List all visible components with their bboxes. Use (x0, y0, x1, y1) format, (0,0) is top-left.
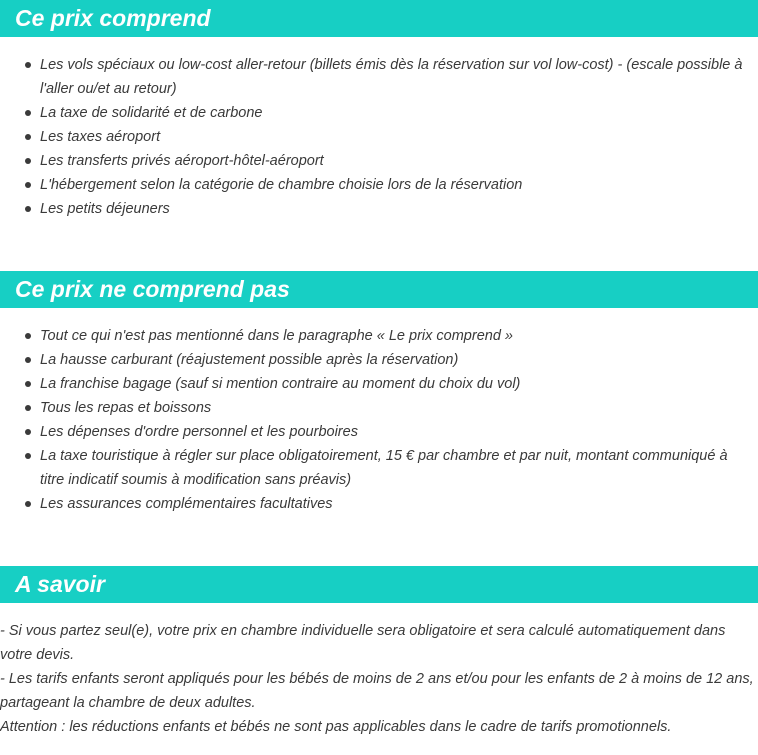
bullet-icon (25, 182, 31, 188)
included-section-title: Ce prix comprend (15, 5, 211, 31)
excluded-section-header (0, 271, 758, 308)
bullet-icon (25, 206, 31, 212)
bullet-icon (25, 405, 31, 411)
bullet-icon (25, 333, 31, 339)
info-notes (0, 619, 758, 739)
list-item: Tous les repas et boissons (0, 396, 758, 420)
list-item: La hausse carburant (réajustement possible après la réservation) (0, 348, 758, 372)
list-item: La taxe touristique à régler sur place obligatoirement, 15 € par chambre et par nuit, montant communiqué à titre indicatif soumis à modification sans préavis) (0, 444, 758, 492)
bullet-icon (25, 429, 31, 435)
excluded-section-title: Ce prix ne comprend pas (15, 276, 290, 302)
list-item: Les assurances complémentaires facultatives (0, 492, 758, 516)
list-item: La franchise bagage (sauf si mention contraire au moment du choix du vol) (0, 372, 758, 396)
info-note-single: - Si vous partez seul(e), votre prix en chambre individuelle sera obligatoire et sera calculé automatiquement dans votre devis. (0, 623, 726, 663)
info-note-attention: Attention : les réductions enfants et bébés ne sont pas applicables dans le cadre de tarifs promotionnels. (0, 719, 672, 735)
bullet-icon (25, 110, 31, 116)
list-item: Tout ce qui n'est pas mentionné dans le paragraphe « Le prix comprend » (0, 324, 758, 348)
list-item: Les transferts privés aéroport-hôtel-aéroport (0, 149, 758, 173)
bullet-icon (25, 453, 31, 459)
included-list (0, 53, 758, 221)
list-item: Les dépenses d'ordre personnel et les pourboires (0, 420, 758, 444)
list-item: Les petits déjeuners (0, 197, 758, 221)
bullet-icon (25, 62, 31, 68)
list-item: Les vols spéciaux ou low-cost aller-retour (billets émis dès la réservation sur vol low-cost) - (escale possible à l'aller ou/et au retour) (0, 53, 758, 101)
list-item: Les taxes aéroport (0, 125, 758, 149)
bullet-icon (25, 501, 31, 507)
excluded-list (0, 324, 758, 516)
info-section-title: A savoir (15, 571, 105, 597)
list-item: L'hébergement selon la catégorie de chambre choisie lors de la réservation (0, 173, 758, 197)
bullet-icon (25, 158, 31, 164)
bullet-icon (25, 134, 31, 140)
info-note-children: - Les tarifs enfants seront appliqués pour les bébés de moins de 2 ans et/ou pour les enfants de 2 à moins de 12 ans, partageant la chambre de deux adultes. (0, 671, 754, 711)
included-section-header (0, 0, 758, 37)
info-section-header (0, 566, 758, 603)
list-item: La taxe de solidarité et de carbone (0, 101, 758, 125)
bullet-icon (25, 381, 31, 387)
bullet-icon (25, 357, 31, 363)
